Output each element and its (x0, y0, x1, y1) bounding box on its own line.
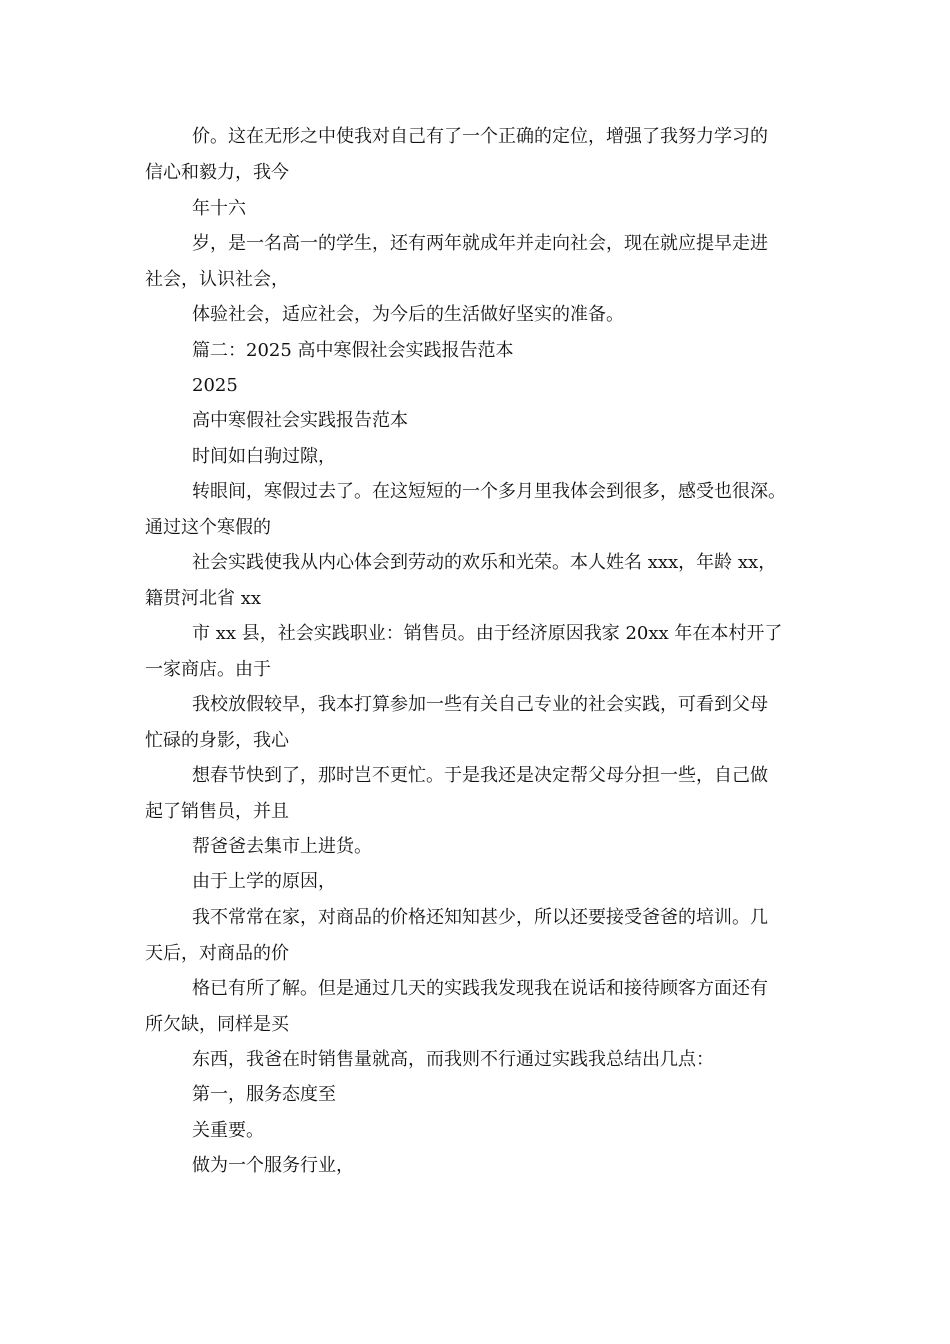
section-heading: 篇二：2025 高中寒假社会实践报告范本 (192, 340, 514, 361)
text-line: 所欠缺，同样是买 (145, 1014, 289, 1035)
text-line: 信心和毅力，我今 (145, 162, 289, 183)
text-line: 我校放假较早，我本打算参加一些有关自己专业的社会实践，可看到父母 (192, 694, 768, 715)
text-line: 关重要。 (192, 1120, 264, 1141)
text-line: 由于上学的原因， (192, 871, 336, 892)
text-line: 想春节快到了，那时岂不更忙。于是我还是决定帮父母分担一些，自己做 (192, 765, 768, 786)
text-line: 年十六 (192, 198, 246, 219)
text-line: 起了销售员，并且 (145, 801, 289, 822)
text-line: 高中寒假社会实践报告范本 (192, 410, 408, 431)
text-line: 时间如白驹过隙， (192, 446, 336, 467)
text-line: 帮爸爸去集市上进货。 (192, 836, 372, 857)
text-line: 岁，是一名高一的学生，还有两年就成年并走向社会，现在就应提早走进 (192, 233, 768, 254)
text-line: 第一，服务态度至 (192, 1084, 336, 1105)
text-line: 东西，我爸在时销售量就高，而我则不行通过实践我总结出几点： (192, 1049, 714, 1070)
text-line: 做为一个服务行业， (192, 1155, 354, 1176)
text-line: 通过这个寒假的 (145, 517, 271, 538)
text-line: 社会实践使我从内心体会到劳动的欢乐和光荣。本人姓名 xxx，年龄 xx， (192, 552, 777, 573)
text-line: 籍贯河北省 xx (145, 588, 262, 609)
text-line: 一家商店。由于 (145, 659, 271, 680)
text-line: 转眼间，寒假过去了。在这短短的一个多月里我体会到很多，感受也很深。 (192, 481, 786, 502)
text-line: 2025 (192, 375, 238, 396)
text-line: 我不常常在家，对商品的价格还知知甚少，所以还要接受爸爸的培训。几 (192, 907, 768, 928)
text-line: 天后，对商品的价 (145, 943, 289, 964)
text-line: 市 xx 县，社会实践职业：销售员。由于经济原因我家 20xx 年在本村开了 (192, 623, 783, 644)
text-line: 忙碌的身影，我心 (145, 730, 289, 751)
text-line: 体验社会，适应社会，为今后的生活做好坚实的准备。 (192, 304, 624, 325)
text-line: 格已有所了解。但是通过几天的实践我发现我在说话和接待顾客方面还有 (192, 978, 768, 999)
text-line: 社会，认识社会， (145, 269, 289, 290)
text-line: 价。这在无形之中使我对自己有了一个正确的定位，增强了我努力学习的 (192, 126, 768, 147)
